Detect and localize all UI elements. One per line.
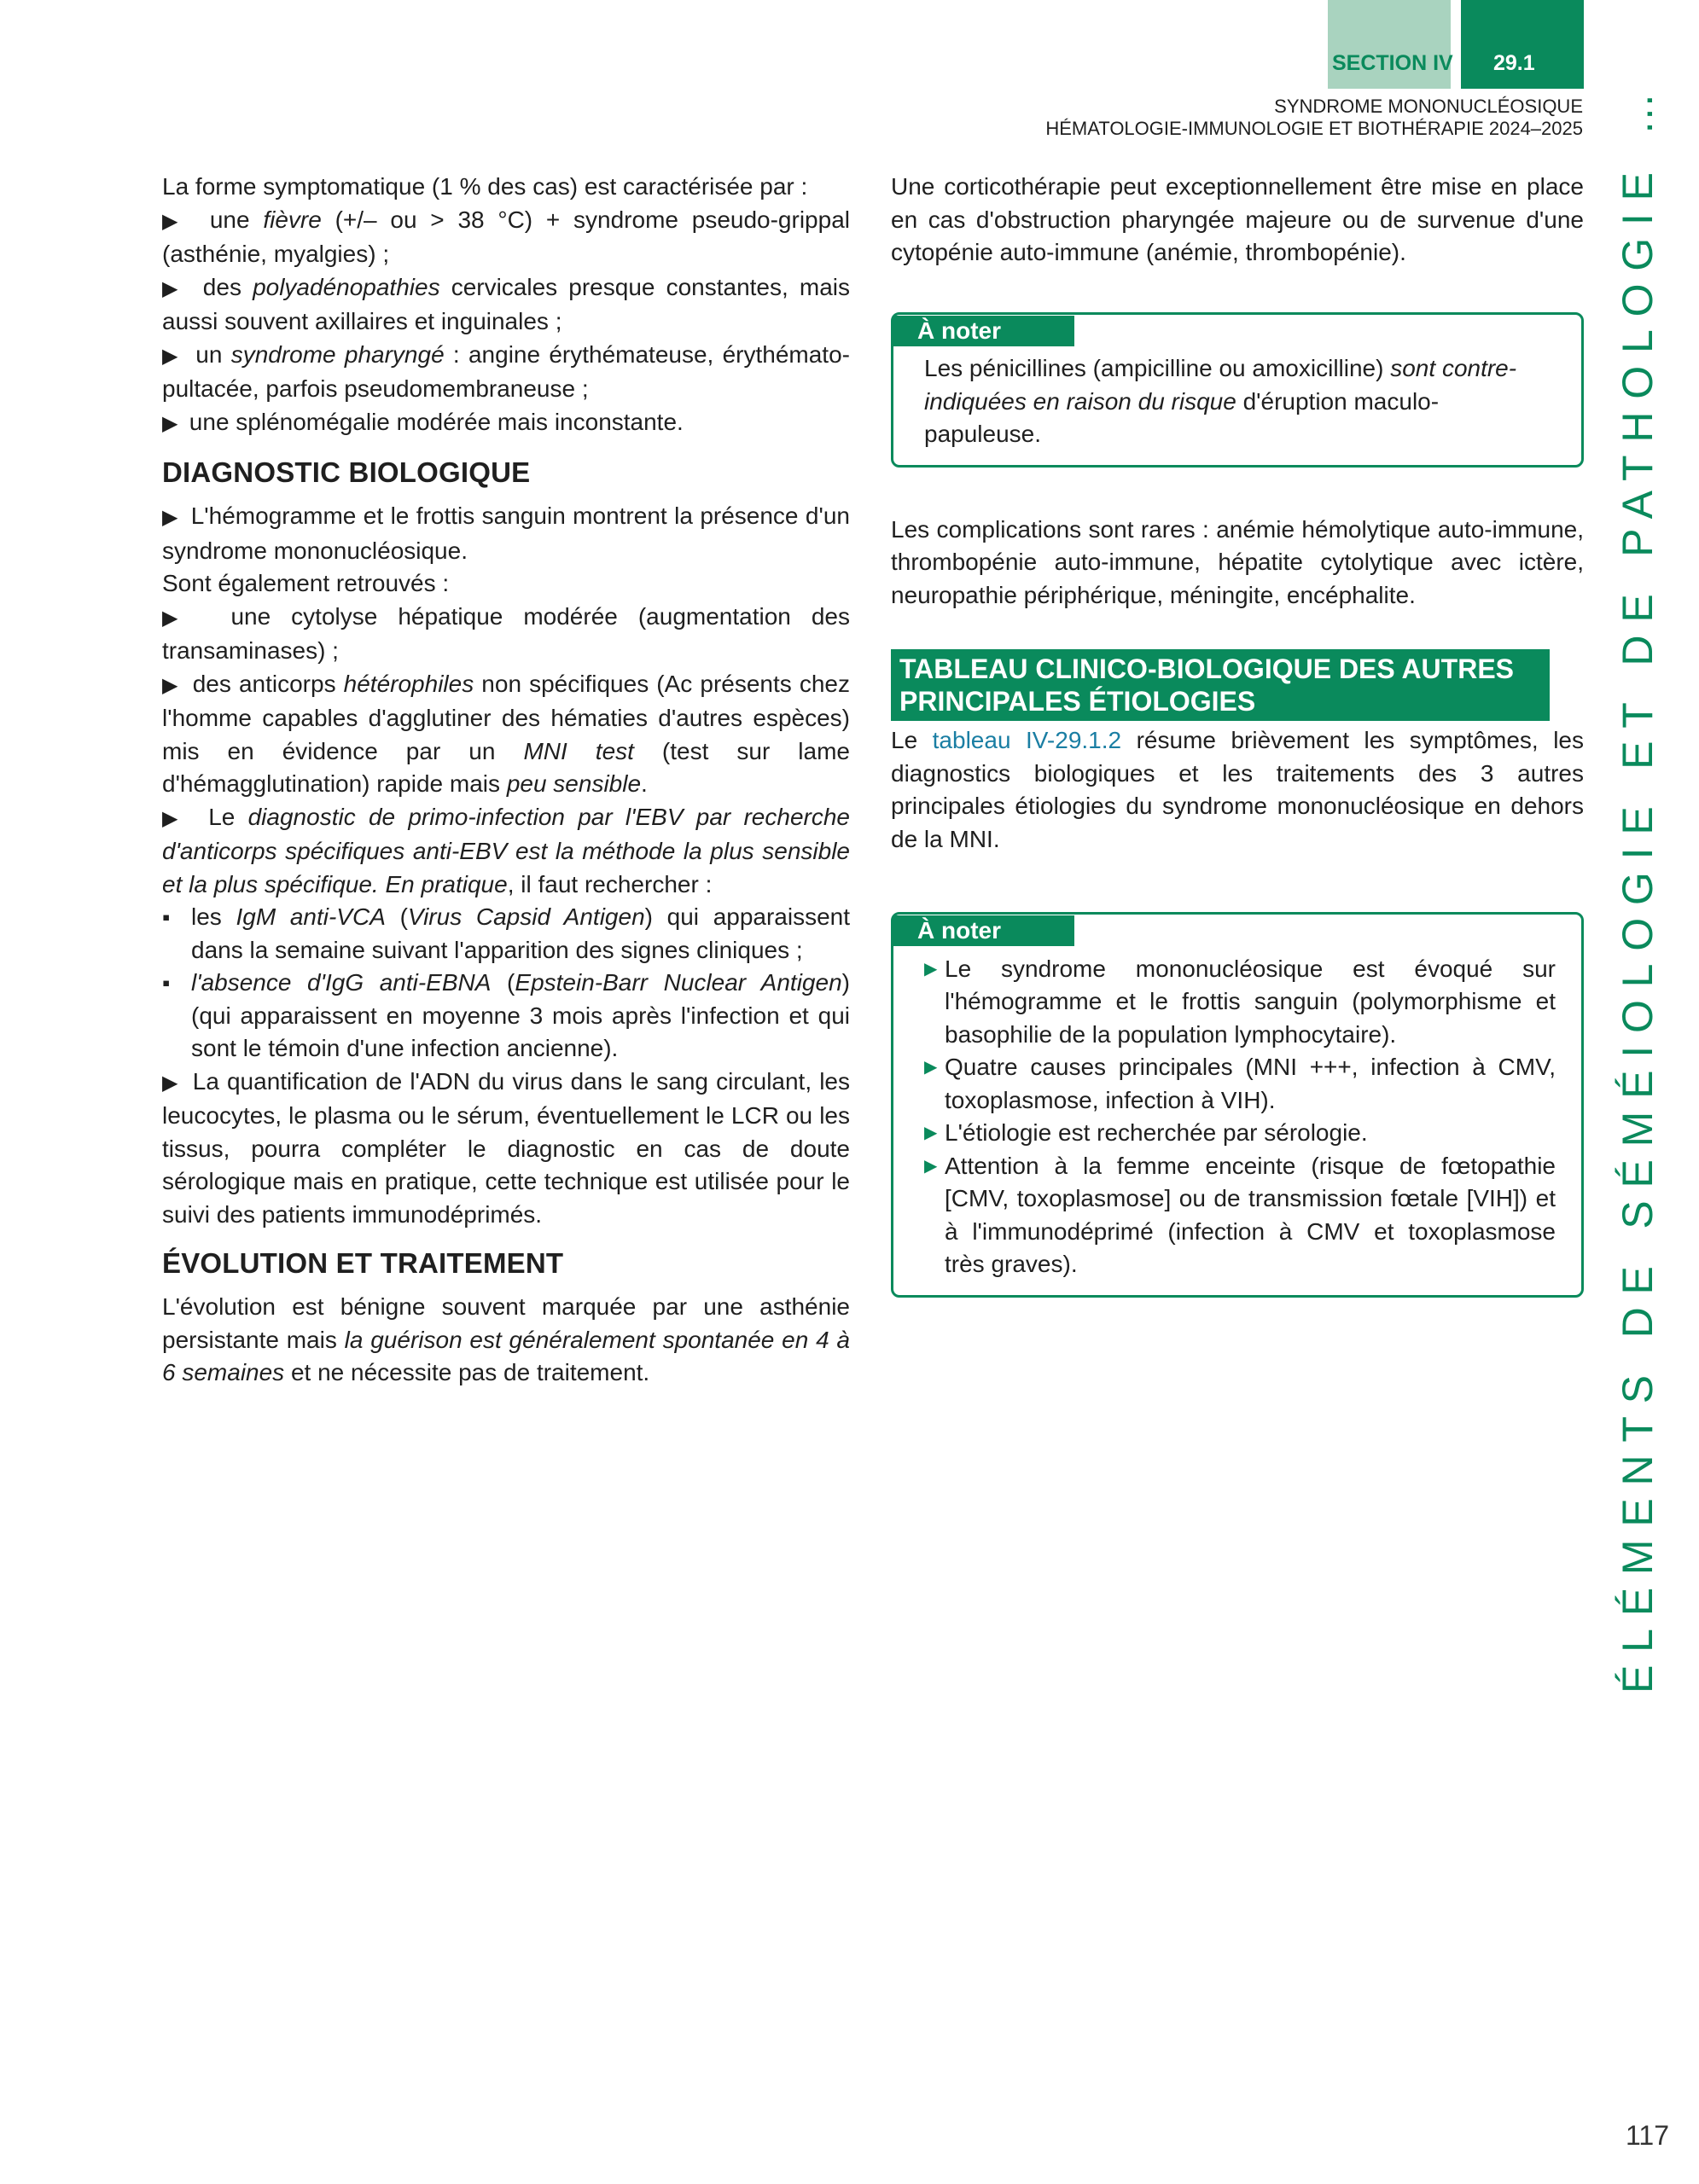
diag-igm-item: ▪ les IgM anti-VCA (Virus Capsid Antigen) qui apparaissent dans la semaine suivant l'apparition des signes cliniques ; xyxy=(162,901,850,967)
book-title: HÉMATOLOGIE-IMMUNOLOGIE ET BIOTHÉRAPIE 2024–2025 xyxy=(1045,118,1583,139)
evolution-paragraph: L'évolution est bénigne souvent marquée par une asthénie persistante mais la guérison est généralement spontanée en 4 à 6 semaines et ne nécessite pas de traitement. xyxy=(162,1293,850,1385)
note-list-item: ▶ L'étiologie est recherchée par sérologie. xyxy=(924,1117,1556,1150)
diag-antibodies: ▶ des anticorps hétérophiles non spécifiques (Ac présents chez l'homme capables d'agglutiner des hématies d'autres espèces) mis en évidence par un MNI test (test sur lame d'hémagglutination) rapide mais peu sensible. xyxy=(162,668,850,801)
diag-adn: ▶ La quantification de l'ADN du virus dans le sang circulant, les leucocytes, le plasma ou le sérum, éventuellement le LCR ou les tissus, pourra compléter le diagnostic en cas de doute sérologique mais en pratique, cette technique est utilisée pour le suivi des patients immunodéprimés. xyxy=(162,1066,850,1232)
heading-tableau-box: TABLEAU CLINICO-BIOLOGIQUE DES AUTRES PRINCIPALES ÉTIOLOGIES xyxy=(891,649,1550,721)
note-body: Les pénicillines (ampicilline ou amoxicilline) sont contre-indiquées en raison du risque d'éruption maculo-papuleuse. xyxy=(924,355,1517,447)
symptom-item: ▶ une fièvre (+/– ou > 38 °C) + syndrome pseudo-grippal (asthénie, myalgies) ; xyxy=(162,204,850,271)
complications-paragraph: Les complications sont rares : anémie hémolytique auto-immune, thrombopénie auto-immune, hépatite cytolytique avec ictère, neuropathie périphérique, méningite, encéphalite. xyxy=(891,515,1584,608)
note-list-item: ▶ Attention à la femme enceinte (risque de fœtopathie [CMV, toxoplasmose] ou de transmission fœtale [VIH]) et à l'immunodéprimé (infection à CMV et toxoplasmose très graves). xyxy=(924,1150,1556,1281)
chapter-number: 29.1 xyxy=(1493,51,1535,75)
symptom-item: ▶ une splénomégalie modérée mais inconstante. xyxy=(162,406,850,441)
chapter-title: SYNDROME MONONUCLÉOSIQUE xyxy=(1274,96,1583,117)
heading-diagnostic: DIAGNOSTIC BIOLOGIQUE xyxy=(162,456,531,488)
right-column xyxy=(891,171,1584,1298)
sidebar-vertical-text: ÉLÉMENTS DE SÉMÉIOLOGIE ET DE PATHOLOGIE … xyxy=(1614,79,1661,1693)
symptom-item: ▶ des polyadénopathies cervicales presque constantes, mais aussi souvent axillaires et inguinales ; xyxy=(162,271,850,339)
symptom-item: ▶ un syndrome pharyngé : angine érythémateuse, érythémato- pultacée, parfois pseudomembraneuse ; xyxy=(162,339,850,406)
note-box-penicillin xyxy=(891,312,1584,468)
diag-cytolyse: ▶ une cytolyse hépatique modérée (augmentation des transaminases) ; xyxy=(162,601,850,668)
heading-tableau xyxy=(891,649,1584,721)
note-tag: À noter xyxy=(893,915,1074,946)
note-tag: À noter xyxy=(893,316,1074,346)
diag-hemogram: ▶ L'hémogramme et le frottis sanguin montrent la présence d'un syndrome mononucléosique. xyxy=(162,500,850,567)
diag-ebv: ▶ Le diagnostic de primo-infection par l'EBV par recherche d'anticorps spécifiques anti-EBV est la méthode la plus sensible et la plus spécifique. En pratique, il faut rechercher : xyxy=(162,801,850,902)
symptoms-intro: La forme symptomatique (1 % des cas) est caractérisée par : xyxy=(162,173,808,200)
note-body xyxy=(893,948,1581,1295)
note-list-item: ▶ Quatre causes principales (MNI +++, infection à CMV, toxoplasmose, infection à VIH). xyxy=(924,1051,1556,1117)
section-label: SECTION IV xyxy=(1332,51,1453,75)
note-box-summary xyxy=(891,912,1584,1298)
note-list-item: ▶ Le syndrome mononucléosique est évoqué sur l'hémogramme et le frottis sanguin (polymorphisme et basophilie de la population lymphocytaire). xyxy=(924,953,1556,1052)
corticotherapy-paragraph: Une corticothérapie peut exceptionnellement être mise en place en cas d'obstruction pharyngée majeure ou de survenue d'une cytopénie auto-immune (anémie, thrombopénie). xyxy=(891,173,1584,265)
diag-igg-item: ▪ l'absence d'IgG anti-EBNA (Epstein-Barr Nuclear Antigen) (qui apparaissent en moyenne 3 mois après l'infection et qui sont le témoin d'une infection ancienne). xyxy=(162,967,850,1066)
heading-evolution: ÉVOLUTION ET TRAITEMENT xyxy=(162,1247,564,1279)
tableau-paragraph: Le tableau IV-29.1.2 résume brièvement les symptômes, les diagnostics biologiques et les traitements des 3 autres principales étiologies du syndrome mononucléosique en dehors de la MNI. xyxy=(891,727,1584,852)
diag-also-found: Sont également retrouvés : xyxy=(162,570,450,596)
page-number: 117 xyxy=(1626,2120,1670,2151)
tableau-link[interactable]: tableau IV-29.1.2 xyxy=(932,727,1122,753)
left-column xyxy=(162,171,850,1390)
